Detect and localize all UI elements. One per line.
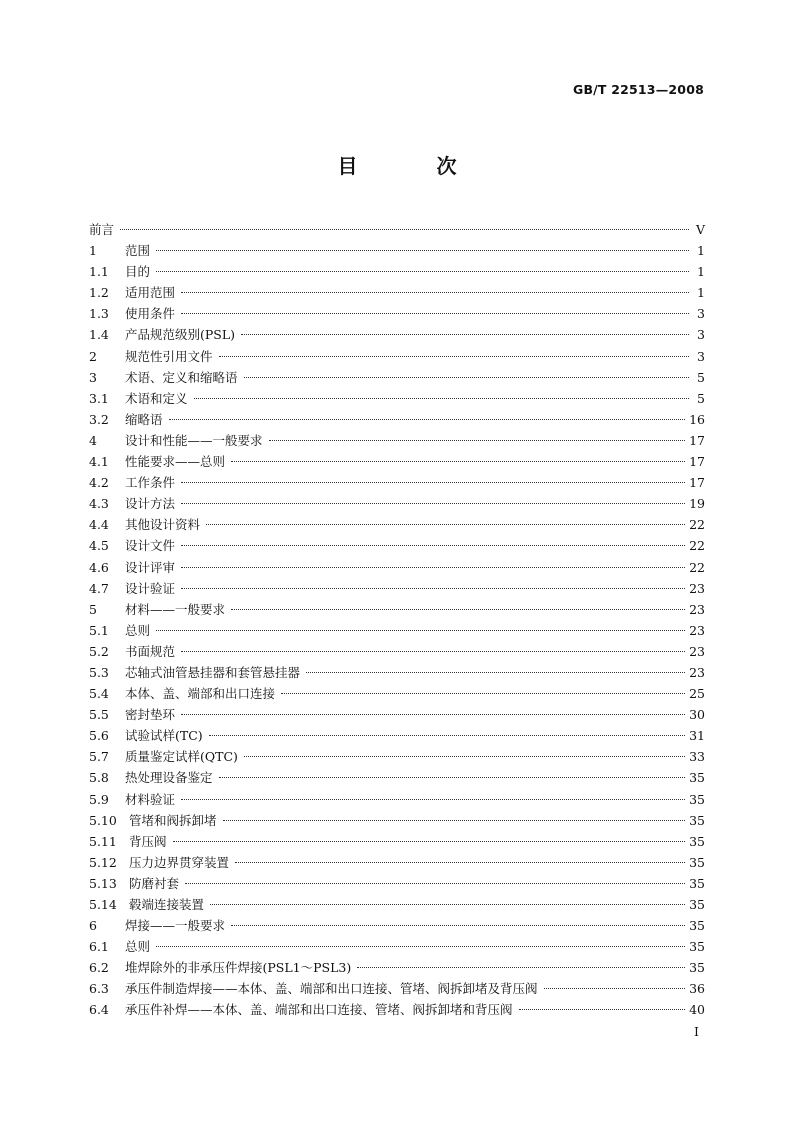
toc-entry[interactable] (89, 599, 705, 620)
toc-dot-leader (156, 946, 685, 947)
toc-entry[interactable] (89, 409, 705, 430)
toc-entry-label: 芯轴式油管悬挂器和套管悬挂器 (125, 664, 301, 680)
toc-entry-label: 性能要求——总则 (125, 454, 226, 470)
toc-entry-page: 35 (689, 897, 705, 912)
toc-entry-label: 材料验证 (125, 791, 176, 807)
toc-entry[interactable] (89, 388, 705, 409)
toc-entry-number: 3.2 (89, 411, 109, 427)
toc-entry-page: 23 (689, 580, 705, 596)
toc-entry-page: 1 (697, 285, 705, 301)
toc-dot-leader (544, 988, 686, 989)
toc-entry-number: 1.3 (89, 306, 109, 322)
toc-entry-label: 材料——一般要求 (125, 601, 226, 617)
toc-entry[interactable] (89, 282, 705, 303)
toc-entry-label: 压力边界贯穿装置 (129, 854, 230, 870)
toc-entry[interactable] (89, 451, 705, 472)
toc-entry[interactable] (89, 219, 705, 240)
toc-entry[interactable] (89, 346, 705, 367)
toc-dot-leader (181, 714, 685, 715)
toc-dot-leader (209, 735, 685, 736)
toc-dot-leader (519, 1009, 686, 1010)
toc-dot-leader (181, 482, 685, 483)
toc-dot-leader (156, 271, 689, 272)
toc-entry-page: 35 (689, 770, 705, 786)
toc-dot-leader (181, 567, 685, 568)
toc-entry[interactable] (89, 725, 705, 746)
toc-entry-label: 防磨衬套 (129, 875, 180, 891)
toc-entry-page: 35 (689, 791, 705, 807)
toc-dot-leader (181, 292, 689, 293)
toc-entry-number: 4.3 (89, 496, 109, 512)
toc-entry-page: 5 (697, 369, 705, 385)
toc-entry-label: 承压件补焊——本体、盖、端部和出口连接、管堵、阀拆卸堵和背压阀 (125, 1002, 513, 1018)
toc-entry-label: 管堵和阀拆卸堵 (129, 812, 217, 828)
toc-entry-number: 4.4 (89, 517, 109, 533)
toc-dot-leader (194, 398, 689, 399)
toc-entry-page: 22 (689, 517, 705, 533)
toc-entry-number: 5 (89, 601, 97, 617)
toc-dot-leader (181, 545, 685, 546)
toc-entry[interactable] (89, 978, 705, 999)
toc-dot-leader (181, 651, 685, 652)
toc-entry-label: 毂端连接装置 (129, 897, 205, 912)
toc-entry[interactable] (89, 789, 705, 810)
toc-entry-label: 范围 (125, 243, 151, 259)
toc-entry-label: 密封垫环 (125, 707, 176, 723)
toc-dot-leader (181, 503, 685, 504)
toc-entry-page: 22 (689, 538, 705, 554)
toc-entry-label: 产品规范级别(PSL) (125, 327, 236, 343)
toc-entry-number: 6.1 (89, 939, 109, 955)
toc-dot-leader (181, 588, 685, 589)
toc-entry-number: 2 (89, 348, 97, 364)
toc-entry-label: 试验试样(TC) (125, 728, 203, 744)
toc-dot-leader (241, 334, 689, 335)
toc-entry-page: 35 (689, 960, 705, 976)
toc-entry-page: 35 (689, 918, 705, 934)
toc-entry[interactable] (89, 535, 705, 556)
standard-code: GB/T 22513—2008 (572, 82, 704, 97)
toc-entry-number: 3.1 (89, 390, 109, 406)
toc-entry-number: 4.1 (89, 454, 109, 470)
toc-entry[interactable] (89, 303, 705, 324)
toc-entry[interactable] (89, 662, 705, 683)
toc-entry[interactable] (89, 430, 705, 451)
toc-entry-label: 缩略语 (125, 411, 163, 427)
toc-entry-page: 3 (697, 306, 705, 322)
toc-entry[interactable] (89, 704, 705, 725)
toc-entry-number: 4.5 (89, 538, 109, 554)
toc-entry[interactable] (89, 620, 705, 641)
toc-entry-label: 书面规范 (125, 643, 176, 659)
toc-entry-number: 5.12 (89, 854, 117, 870)
toc-entry-label: 适用范围 (125, 285, 176, 301)
toc-entry-page: 23 (689, 643, 705, 659)
toc-entry-label: 堆焊除外的非承压件焊接(PSL1～PSL3) (125, 960, 352, 976)
toc-entry-number: 5.10 (89, 812, 117, 828)
toc-entry-label: 质量鉴定试样(QTC) (125, 749, 238, 765)
toc-entry[interactable] (89, 324, 705, 345)
toc-entry-label: 热处理设备鉴定 (125, 770, 213, 786)
toc-entry-page: 35 (689, 833, 705, 849)
toc-entry[interactable] (89, 514, 705, 535)
toc-entry-number: 5.11 (89, 833, 117, 849)
toc-dot-leader (185, 883, 685, 884)
toc-entry-number: 5.1 (89, 622, 109, 638)
toc-entry-page: 35 (689, 812, 705, 828)
toc-entry-number: 4.6 (89, 559, 109, 575)
toc-entry[interactable] (89, 240, 705, 261)
toc-entry-page: 33 (689, 749, 705, 765)
toc-entry-page: 19 (689, 496, 705, 512)
toc-entry-label: 设计方法 (125, 496, 176, 512)
page-title: 目 次 (337, 154, 493, 178)
toc-entry-page: 16 (689, 411, 705, 427)
toc-entry-page: 35 (689, 854, 705, 870)
toc-entry-number: 1 (89, 243, 97, 259)
toc-dot-leader (219, 777, 686, 778)
toc-entry-label: 其他设计资料 (125, 517, 201, 533)
toc-entry[interactable] (89, 472, 705, 493)
toc-entry[interactable] (89, 261, 705, 282)
toc-entry[interactable] (89, 767, 705, 788)
toc-entry-page: 3 (697, 327, 705, 343)
toc-dot-leader (173, 841, 686, 842)
toc-dot-leader (120, 229, 689, 230)
toc-entry-page: 1 (697, 264, 705, 280)
toc-entry[interactable] (89, 831, 705, 852)
toc-entry-label: 使用条件 (125, 306, 176, 322)
toc-entry[interactable] (89, 641, 705, 662)
toc-entry-label: 总则 (125, 622, 151, 638)
toc-entry-number: 6.2 (89, 960, 109, 976)
toc-entry-number: 6.3 (89, 981, 109, 997)
toc-dot-leader (181, 313, 689, 314)
toc-entry-page: 30 (689, 707, 705, 723)
toc-entry-number: 5.14 (89, 897, 117, 912)
toc-entry-page: 23 (689, 622, 705, 638)
toc-dot-leader (210, 904, 685, 905)
toc-entry-page: 25 (689, 686, 705, 702)
toc-dot-leader (357, 967, 685, 968)
toc-entry-page: 23 (689, 664, 705, 680)
toc-entry-page: 17 (689, 454, 705, 470)
toc-entry-label: 目的 (125, 264, 151, 280)
toc-entry-label: 本体、盖、端部和出口连接 (125, 686, 276, 702)
toc-entry-label: 焊接——一般要求 (125, 918, 226, 934)
toc-entry-number: 1.1 (89, 264, 109, 280)
toc-entry[interactable] (89, 852, 705, 873)
toc-entry[interactable] (89, 894, 705, 915)
toc-entry-label: 设计文件 (125, 538, 176, 554)
toc-entry-number: 5.9 (89, 791, 109, 807)
toc-dot-leader (231, 925, 685, 926)
toc-entry[interactable] (89, 746, 705, 767)
toc-entry-label: 设计评审 (125, 559, 176, 575)
toc-dot-leader (169, 419, 686, 420)
toc-entry[interactable] (89, 683, 705, 704)
toc-dot-leader (269, 440, 686, 441)
page-number: I (694, 1024, 699, 1039)
toc-entry-page: 36 (689, 981, 705, 997)
toc-entry-page: 3 (697, 348, 705, 364)
toc-entry-page: 1 (697, 243, 705, 259)
toc-entry-page: 22 (689, 559, 705, 575)
toc-dot-leader (244, 756, 685, 757)
toc-entry-number: 5.3 (89, 664, 109, 680)
toc-entry-label: 术语、定义和缩略语 (125, 369, 238, 385)
toc-dot-leader (235, 862, 685, 863)
toc-entry-page: 31 (689, 728, 705, 744)
toc-entry-number: 3 (89, 369, 97, 385)
toc-dot-leader (281, 693, 685, 694)
toc-entry-number: 6.4 (89, 1002, 109, 1018)
toc-entry-number: 5.5 (89, 707, 109, 723)
toc-entry-number: 1.2 (89, 285, 109, 301)
toc-entry-page: 40 (689, 1002, 705, 1018)
toc-entry[interactable] (89, 999, 705, 1020)
toc-entry-number: 4.7 (89, 580, 109, 596)
toc-entry-number: 5.7 (89, 749, 109, 765)
toc-entry-number: 4 (89, 432, 97, 448)
toc-entry-number: 4.2 (89, 475, 109, 491)
toc-entry[interactable] (89, 493, 705, 514)
toc-entry-number: 6 (89, 918, 97, 934)
toc-entry[interactable] (89, 578, 705, 599)
table-of-contents (89, 219, 705, 1021)
toc-entry-label: 总则 (125, 939, 151, 955)
toc-entry-number: 5.13 (89, 875, 117, 891)
toc-dot-leader (219, 356, 689, 357)
toc-entry-number: 5.2 (89, 643, 109, 659)
toc-entry[interactable] (89, 873, 705, 894)
toc-entry[interactable] (89, 367, 705, 388)
toc-entry-label: 背压阀 (129, 833, 167, 849)
toc-dot-leader (306, 672, 685, 673)
toc-dot-leader (156, 630, 685, 631)
toc-entry-label: 工作条件 (125, 475, 176, 491)
toc-entry-page: 23 (689, 601, 705, 617)
toc-entry-page: 17 (689, 432, 705, 448)
toc-entry[interactable] (89, 957, 705, 978)
toc-entry-page: 17 (689, 475, 705, 491)
toc-entry-number: 5.8 (89, 770, 109, 786)
toc-entry-label: 术语和定义 (125, 390, 188, 406)
toc-entry-label: 前言 (89, 222, 115, 237)
toc-entry-page: 35 (689, 939, 705, 955)
toc-dot-leader (181, 799, 685, 800)
toc-entry-number: 1.4 (89, 327, 109, 343)
toc-entry[interactable] (89, 557, 705, 578)
toc-entry-page: 35 (689, 875, 705, 891)
toc-entry-label: 承压件制造焊接——本体、盖、端部和出口连接、管堵、阀拆卸堵及背压阀 (125, 981, 538, 997)
toc-dot-leader (231, 609, 685, 610)
toc-entry[interactable] (89, 936, 705, 957)
toc-dot-leader (223, 820, 686, 821)
toc-entry-page: 5 (697, 390, 705, 406)
toc-dot-leader (206, 524, 685, 525)
toc-entry-page: V (695, 222, 705, 237)
toc-dot-leader (231, 461, 685, 462)
toc-entry[interactable] (89, 915, 705, 936)
toc-entry-label: 规范性引用文件 (125, 348, 213, 364)
toc-entry[interactable] (89, 810, 705, 831)
toc-dot-leader (156, 250, 689, 251)
toc-entry-label: 设计和性能——一般要求 (125, 432, 263, 448)
toc-entry-number: 5.6 (89, 728, 109, 744)
toc-entry-label: 设计验证 (125, 580, 176, 596)
toc-entry-number: 5.4 (89, 686, 109, 702)
toc-dot-leader (244, 377, 689, 378)
